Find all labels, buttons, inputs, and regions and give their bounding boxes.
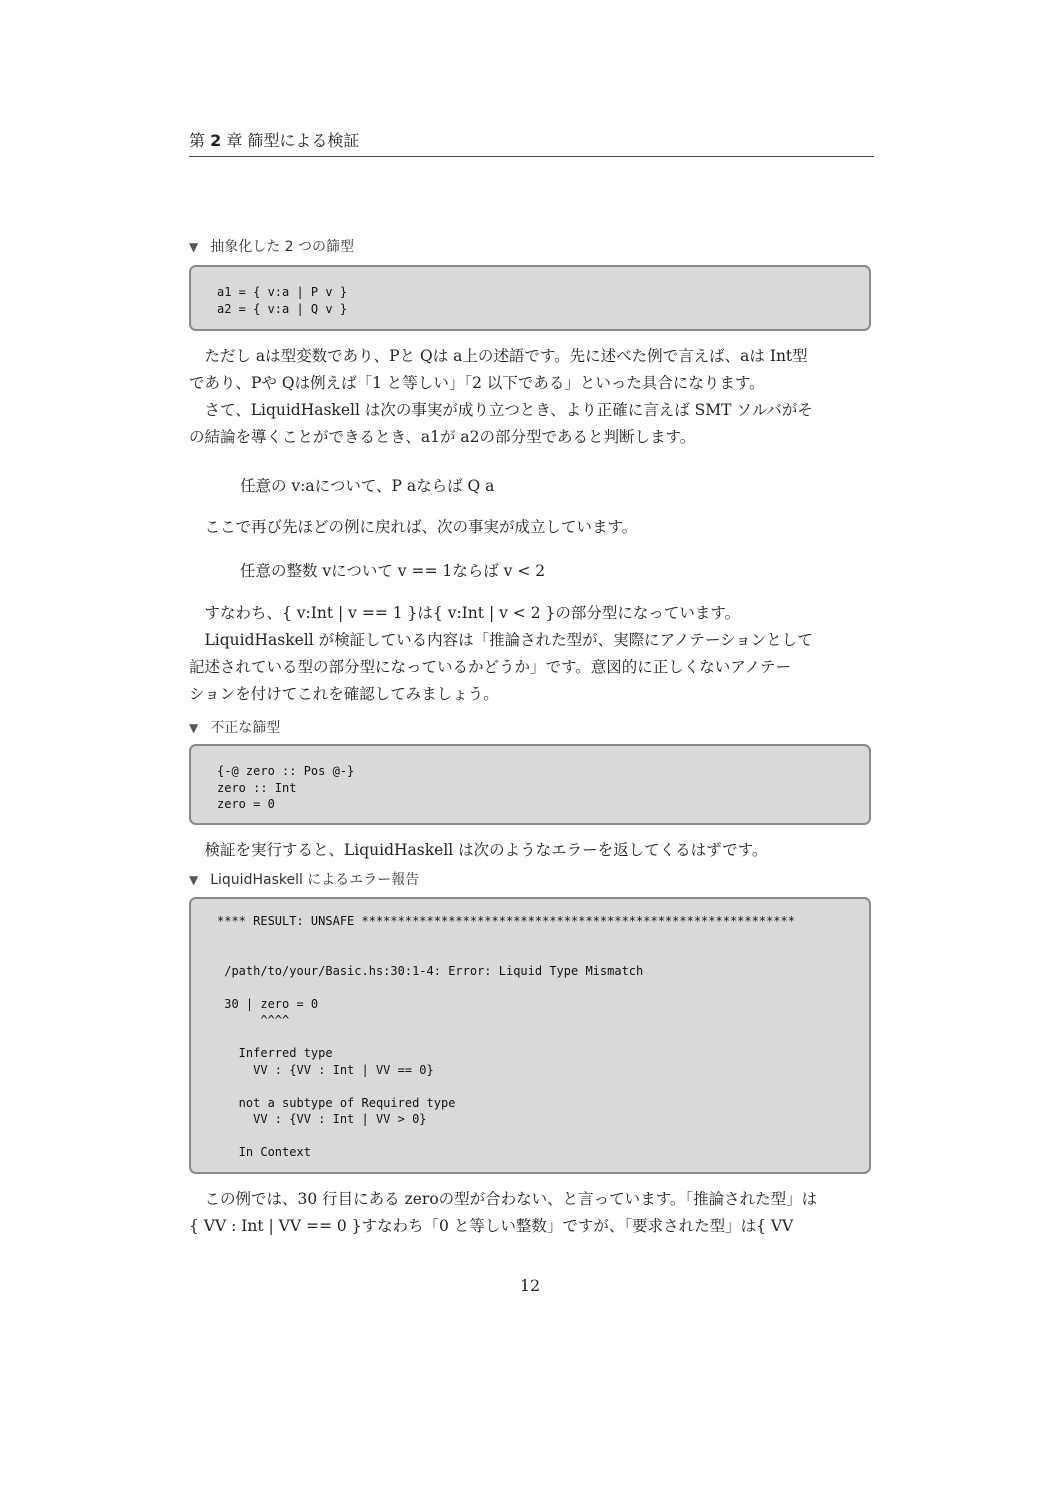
caption-text: LiquidHaskell によるエラー報告 — [210, 872, 420, 888]
text-line: であり、Pや Qは例えば「1 と等しい」「2 以下である」といった具合になります。 — [189, 374, 765, 392]
triangle-down-icon: ▼ — [189, 721, 199, 735]
code-block-abstract-refinements — [189, 265, 871, 331]
paragraph-5 — [189, 1186, 875, 1240]
chapter-number: 2 — [210, 131, 222, 150]
formula-2: 任意の整数 vについて v == 1ならば v < 2 — [240, 562, 546, 580]
code-text: a1 = { v:a | P v } a2 = { v:a | Q v } — [217, 285, 348, 316]
page-number: 12 — [519, 1276, 541, 1295]
text-line: ここで再び先ほどの例に戻れば、次の事実が成立しています。 — [189, 518, 638, 536]
triangle-down-icon: ▼ — [189, 873, 199, 887]
paragraph-4 — [189, 837, 875, 864]
code-block-invalid-refinement — [189, 744, 871, 825]
text-line: の結論を導くことができるとき、a1が a2の部分型であると判断します。 — [189, 428, 696, 446]
code-text: **** RESULT: UNSAFE ************************************************************ /path/to/your/Basic.hs:30:1-4: Error: Liquid Type Mismatch 30 | zero = 0 ^^^^ Inferred type VV : {VV : Int | VV == 0} not a subtype of Required type VV : {VV : Int | VV > 0} In Context — [217, 914, 795, 1159]
triangle-down-icon: ▼ — [189, 240, 199, 254]
code-block-error-report — [189, 897, 871, 1174]
caption-text: 抽象化した 2 つの篩型 — [210, 239, 355, 255]
caption-text: 不正な篩型 — [210, 720, 281, 736]
paragraph-2 — [189, 514, 875, 541]
listing-caption-1 — [189, 236, 354, 256]
listing-caption-3 — [189, 869, 419, 889]
formula-1: 任意の v:aについて、P aならば Q a — [240, 477, 495, 495]
text-line: さて、LiquidHaskell は次の事実が成り立つとき、より正確に言えば SMT ソルバがそ — [189, 401, 813, 419]
text-line: この例では、30 行目にある zeroの型が合わない、と言っています。「推論された型」は — [189, 1190, 818, 1208]
text-line: すなわち、{ v:Int | v == 1 }は{ v:Int | v < 2 }の部分型になっています。 — [189, 604, 741, 622]
code-text: {-@ zero :: Pos @-} zero :: Int zero = 0 — [217, 764, 355, 811]
text-line: 記述されている型の部分型になっているかどうか」です。意図的に正しくないアノテー — [189, 658, 792, 676]
text-line: 検証を実行すると、LiquidHaskell は次のようなエラーを返してくるはずです。 — [189, 841, 768, 859]
text-line: LiquidHaskell が検証している内容は「推論された型が、実際にアノテーションとして — [189, 631, 813, 649]
text-line: { VV : Int | VV == 0 }すなわち「0 と等しい整数」ですが、「要求された型」は{ VV — [189, 1217, 794, 1235]
text-line: ただし aは型変数であり、Pと Qは a上の述語です。先に述べた例で言えば、aは Int型 — [189, 347, 808, 365]
paragraph-3 — [189, 600, 875, 708]
text-line: ションを付けてこれを確認してみましょう。 — [189, 685, 499, 703]
paragraph-1 — [189, 343, 875, 451]
chapter-title: 章 篩型による検証 — [226, 131, 360, 150]
running-header — [189, 128, 874, 157]
listing-caption-2 — [189, 717, 280, 737]
chapter-prefix: 第 — [189, 131, 206, 150]
